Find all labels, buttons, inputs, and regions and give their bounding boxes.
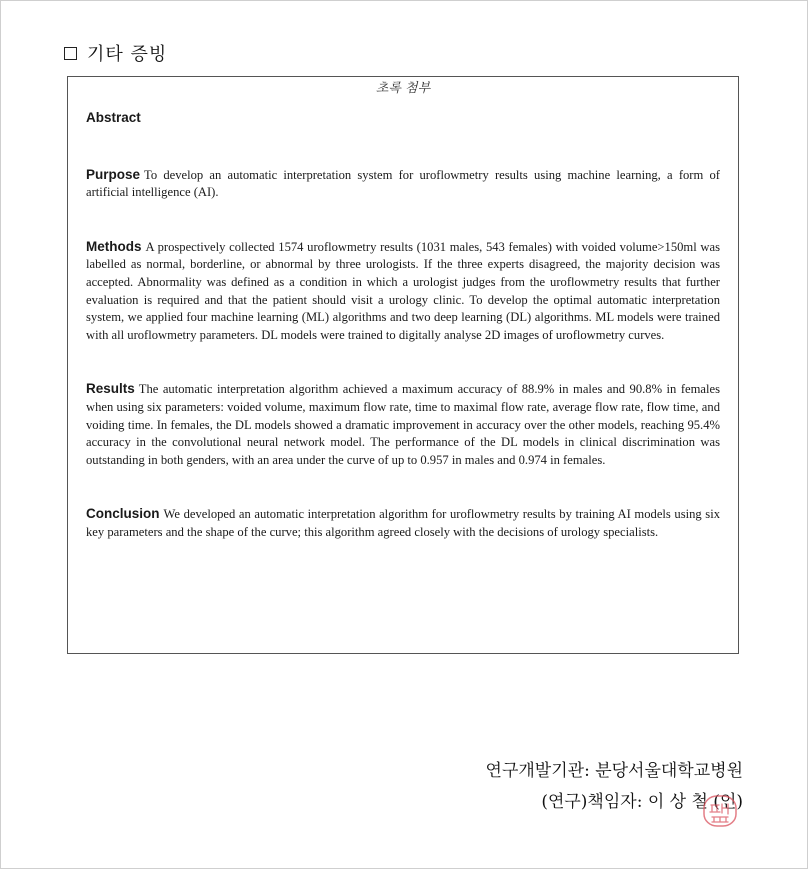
- purpose-label: Purpose: [86, 166, 141, 182]
- institution-line: 연구개발기관: 분당서울대학교병원: [485, 761, 743, 781]
- checkbox-icon: [64, 47, 77, 60]
- conclusion-label: Conclusion: [86, 506, 160, 522]
- methods-paragraph: [86, 238, 720, 345]
- conclusion-text: We developed an automatic interpretation algorithm for uroflowmetry results by training AI models using six key parameters and the shape of the curve; this algorithm agreed closely with the decisions of urology specialists.: [86, 507, 720, 539]
- conclusion-paragraph: [86, 505, 720, 541]
- investigator-line: (연구)책임자: 이 상 철 (인): [541, 792, 743, 812]
- results-paragraph: [86, 380, 720, 469]
- results-label: Results: [86, 381, 135, 397]
- section-heading-text: 기타 증빙: [87, 44, 168, 65]
- abstract-content: [86, 109, 720, 542]
- purpose-paragraph: [86, 166, 720, 202]
- attachment-caption: 초록 첨부: [375, 81, 431, 96]
- methods-label: Methods: [86, 238, 142, 254]
- abstract-title: Abstract: [86, 110, 141, 125]
- purpose-text: To develop an automatic interpretation system for uroflowmetry results using machine learning, a form of artificial intelligence (AI).: [86, 167, 720, 200]
- results-text: The automatic interpretation algorithm achieved a maximum accuracy of 88.9% in males and 90.8% in females when using six parameters: voided volume, maximum flow rate, time to maximal flow rate, average flow rate, flow time, and voiding time. In females, the DL models showed a dramatic improvement in accuracy over the other models, reaching 95.4% accuracy in the convolutional neural network model. The performance of the DL models in clinical discrimination was outstanding in both genders, with an area under the curve of up to 0.957 in males and 0.974 in females.: [86, 382, 720, 467]
- seal-stamp-icon: [700, 793, 740, 829]
- section-heading: [64, 40, 167, 66]
- abstract-attachment-box: [67, 76, 739, 654]
- methods-text: A prospectively collected 1574 uroflowmetry results (1031 males, 543 females) with voided volume>150ml was labelled as normal, borderline, or abnormal by three urologists. If the three experts disagreed, the majority decision was accepted. Abnormality was defined as a condition in which a urologist judges from the uroflowmetry results that further evaluation is required and that the patient should visit a urology clinic. To develop the optimal automatic interpretation system, we applied four machine learning (ML) algorithms and two deep learning (DL) algorithms. ML models were trained with all uroflowmetry parameters. DL models were trained to digitally analyse 2D images of uroflowmetry curves.: [86, 239, 720, 342]
